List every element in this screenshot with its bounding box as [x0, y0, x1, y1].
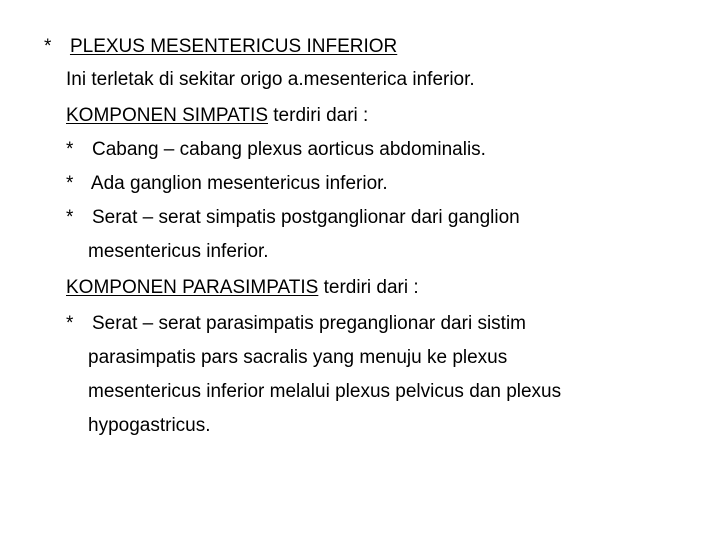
parasimpatis-heading: KOMPONEN PARASIMPATIS: [66, 277, 319, 298]
list-item: [66, 172, 388, 196]
simpatis-heading: KOMPONEN SIMPATIS: [66, 105, 268, 126]
list-item-text: Ada ganglion mesentericus inferior.: [90, 173, 388, 194]
parasimpatis-heading-suffix: terdiri dari :: [318, 277, 419, 298]
list-item-continuation: hypogastricus.: [88, 415, 211, 436]
list-item-continuation: mesentericus inferior.: [88, 241, 269, 262]
bullet-marker: *: [44, 36, 52, 57]
intro-text: Ini terletak di sekitar origo a.mesenterica inferior.: [66, 69, 475, 90]
list-item-text: Serat – serat simpatis postganglionar dari ganglion: [91, 207, 520, 228]
parasimpatis-heading-line: [66, 276, 419, 300]
bullet-marker: *: [66, 139, 74, 160]
title-line: [44, 35, 397, 59]
list-item-continuation: mesentericus inferior melalui plexus pelvicus dan plexus: [88, 381, 562, 402]
list-item: [66, 138, 486, 162]
list-item-text: Cabang – cabang plexus aorticus abdominalis.: [91, 139, 486, 160]
bullet-marker: *: [66, 207, 74, 228]
simpatis-heading-line: [66, 104, 368, 128]
bullet-marker: *: [66, 173, 74, 194]
slide-title: PLEXUS MESENTERICUS INFERIOR: [69, 36, 398, 57]
list-item-continuation: parasimpatis pars sacralis yang menuju ke plexus: [88, 347, 508, 368]
simpatis-heading-suffix: terdiri dari :: [268, 105, 369, 126]
list-item: [66, 206, 520, 230]
bullet-marker: *: [66, 313, 74, 334]
list-item: [66, 312, 526, 336]
list-item-text: Serat – serat parasimpatis preganglionar dari sistim: [91, 313, 526, 334]
